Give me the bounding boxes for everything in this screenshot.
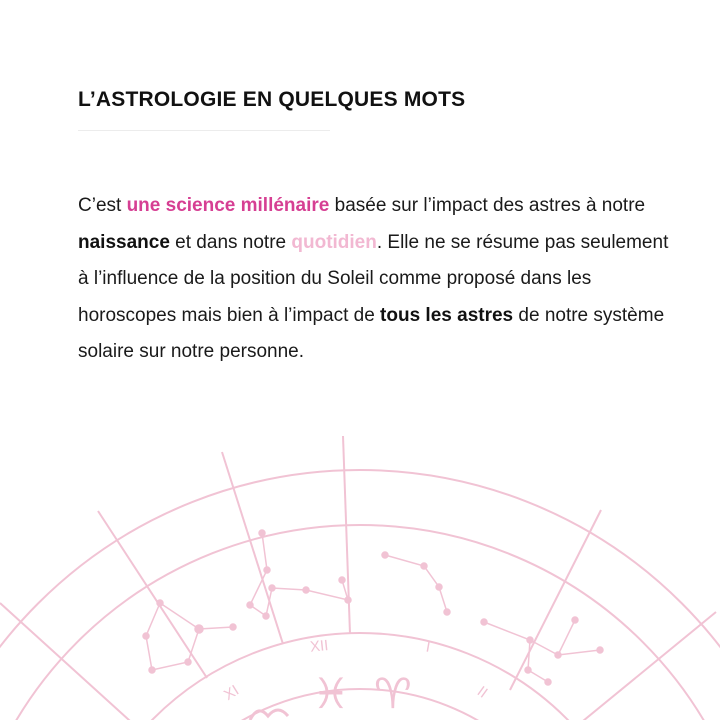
highlight-naissance: naissance [78, 231, 170, 253]
pisces-constellation [247, 530, 351, 619]
house-numeral: XII [309, 636, 330, 656]
wheel-sign-ring [0, 525, 720, 720]
wheel-divider [510, 510, 601, 690]
highlight-quotidien: quotidien [291, 231, 377, 253]
wheel-constellation-ring [68, 633, 652, 720]
highlight-astres: tous les astres [380, 304, 514, 326]
aquarius-glyph-icon [250, 710, 288, 720]
pisces-glyph-icon: ♓ [312, 670, 350, 717]
house-numeral: XI [220, 681, 243, 704]
aquarius-constellation [143, 600, 236, 673]
wheel-divider [222, 452, 283, 644]
text-segment: C’est [78, 195, 127, 216]
text-segment: et dans notre [169, 231, 292, 253]
page-heading: L’ASTROLOGIE EN QUELQUES MOTS [78, 88, 466, 111]
text-segment: basée sur l’impact des astres à notre [329, 195, 646, 216]
house-numeral: I [424, 638, 432, 656]
wheel-divider [343, 436, 350, 634]
wheel-roman-ring [124, 689, 596, 720]
text-segment: de notre système solaire sur notre personne. [78, 304, 665, 362]
aries-constellation [382, 552, 450, 615]
aries-glyph-icon: ♈ [374, 670, 412, 717]
house-numeral: II [473, 683, 491, 702]
text-segment: . Elle ne se résume pas seulement à l’influence de la position du Soleil comme proposé dans les horoscopes mais bien à l’impact de [78, 231, 669, 326]
wheel-outer-ring [0, 470, 720, 720]
highlight-science: une science millénaire [126, 195, 330, 216]
